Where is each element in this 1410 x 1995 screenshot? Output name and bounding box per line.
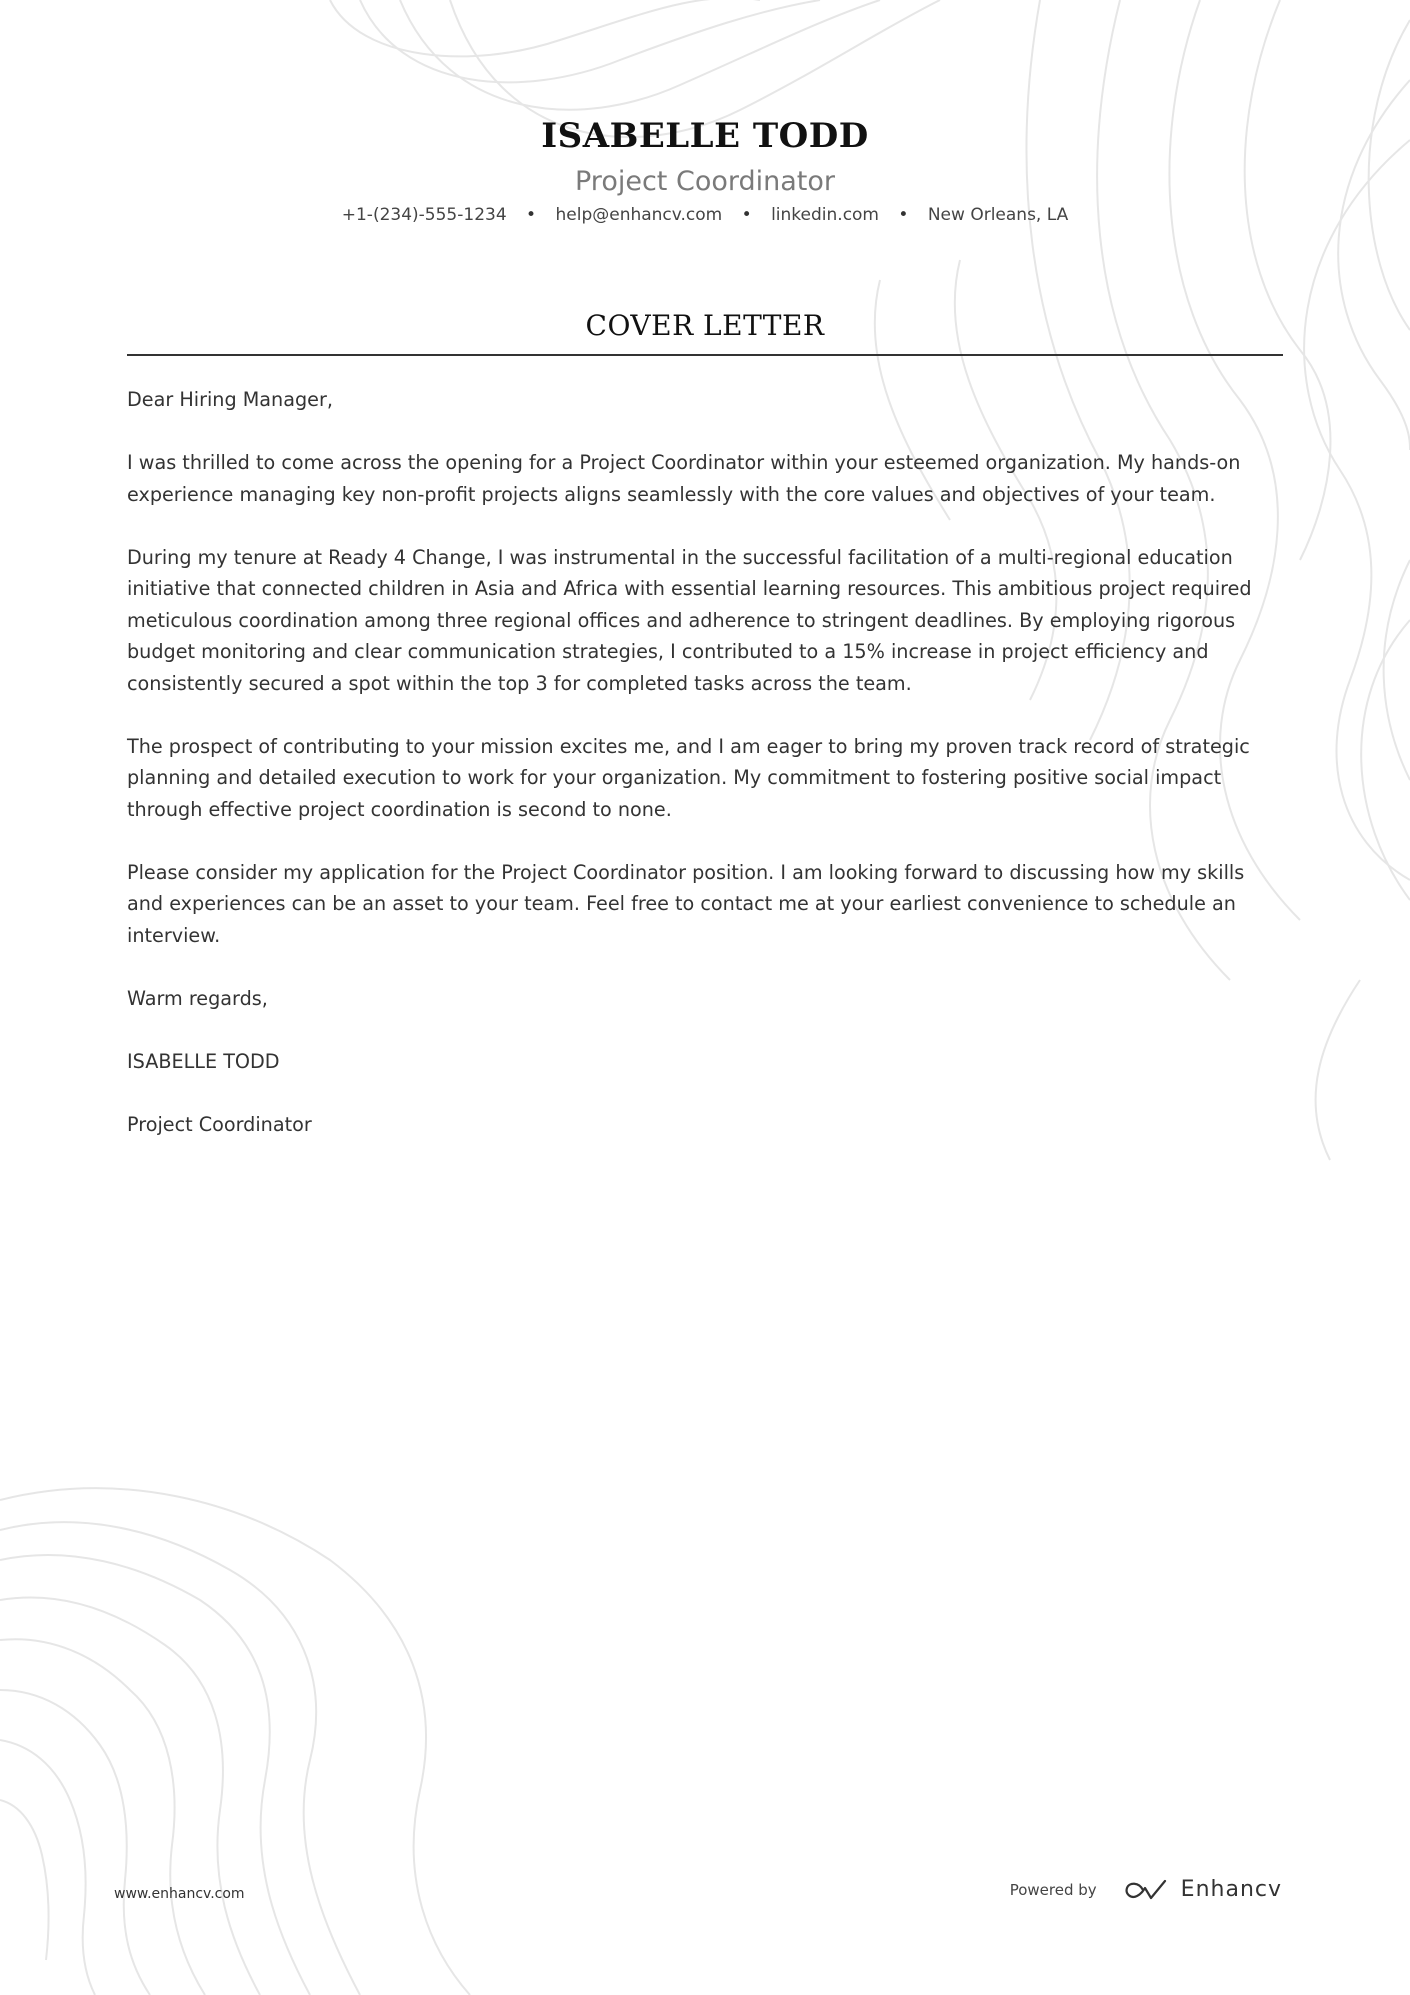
enhancv-logo-icon [1123,1878,1169,1902]
letter-paragraph-1: I was thrilled to come across the opening for a Project Coordinator within your esteemed organization. My hands-on experience managing key non-profit projects aligns seamlessly with the core values and objectives of your team. [127,451,1241,506]
signature-title: Project Coordinator [127,1112,312,1136]
letter-paragraph-3: The prospect of contributing to your mission excites me, and I am eager to bring my proven track record of strategic planning and detailed execution to work for your organization. My commitment to fostering positive social impact through effective project coordination is second to none. [127,734,1250,821]
letter-paragraph-2: During my tenure at Ready 4 Change, I was instrumental in the successful facilitation of a multi-regional education initiative that connected children in Asia and Africa with essential learning resources. This ambitious project required meticulous coordination among three regional offices and adherence to stringent deadlines. By employing rigorous budget monitoring and clear communication strategies, I contributed to a 15% increase in project efficiency and consistently secured a spot within the top 3 for completed tasks across the team. [127,545,1252,695]
contact-info [0,202,1410,228]
separator-dot: • [526,205,537,225]
email-text: help@enhancv.com [555,205,723,225]
section-divider [127,354,1283,356]
separator-dot: • [898,205,909,225]
letter-paragraph-4: Please consider my application for the Project Coordinator position. I am looking forward to discussing how my skills and experiences can be an asset to your team. Feel free to contact me at your earliest convenience to schedule an interview. [127,860,1245,947]
applicant-name: ISABELLE TODD [541,116,869,156]
powered-by-label: Powered by [1009,1880,1097,1899]
section-title: COVER LETTER [585,309,825,342]
salutation: Dear Hiring Manager, [127,388,333,411]
footer-branding [1010,1877,1282,1902]
footer-website: www.enhancv.com [114,1886,245,1902]
separator-dot: • [741,205,752,225]
letter-body [127,384,1283,1172]
location-text: New Orleans, LA [927,205,1069,225]
applicant-role: Project Coordinator [575,166,835,197]
closing: Warm regards, [127,986,268,1010]
phone-text: +1-(234)-555-1234 [341,205,507,225]
signature-name: ISABELLE TODD [127,1049,280,1073]
linkedin-text: linkedin.com [771,205,879,225]
enhancv-brand-name: Enhancv [1180,1877,1282,1902]
letter-header [0,112,1410,228]
